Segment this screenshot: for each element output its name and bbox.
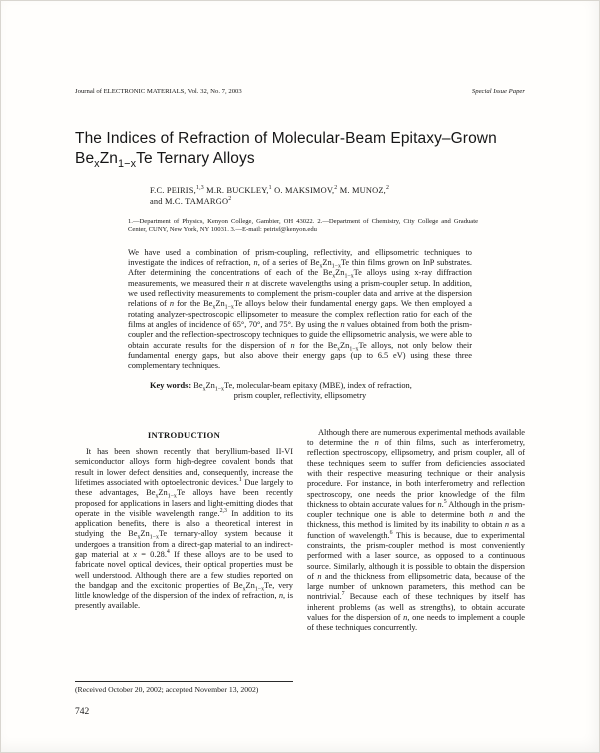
running-head	[75, 88, 525, 96]
received-note: (Received October 20, 2002; accepted November 13, 2002)	[75, 684, 259, 694]
keywords-line-2: prism coupler, reflectivity, ellipsometry	[233, 391, 367, 401]
special-issue-label: Special Issue Paper	[471, 88, 525, 95]
right-column	[307, 428, 525, 694]
author-list	[150, 185, 525, 207]
two-column-body	[75, 428, 525, 694]
introduction-paragraph: It has been shown recently that beryllium-based II-VI semiconductor alloys form high-degree covalent bonds that result in lower defect densities and, consequently, increase the lifetimes associated with optoelectronic devices.$^1$ Due largely to these advantages, $Be_xZn_{1-x}Te$ alloys have been recently proposed for applications in lasers and light-emitting diodes that operate in the visible wavelength range.$^{2,3}$ In addition to its application benefits, there is also a theoretical interest in studying the $Be_xZn_{1-x}Te$ ternary-alloy system because it undergoes a transition from a direct-gap material to an indirect-gap material at x = 0.28.$^4$ If these alloys are to be used to fabricate novel optical devices, their optical properties must be well understood. Although there are a few studies reported on the bandgap and the excitonic properties of $Be_xZn_{1-x}Te$, very little knowledge of the dispersion of the index of refraction, n, is presently available.	[75, 447, 294, 611]
received-footnote	[75, 681, 293, 694]
authors-line-2: and M.C. TAMARGO$^2$	[150, 196, 232, 206]
affiliations-text: 1.—Department of Physics, Kenyon College, Gambier, OH 43022. 2.—Department of Chemistry, City College and Graduate Center, CUNY, New York, NY 10031. 3.—E-mail: peirisf@kenyon.edu	[128, 218, 478, 234]
keywords-label: Key words:	[150, 380, 192, 390]
keywords-block	[128, 381, 472, 402]
paper-title: The Indices of Refraction of Molecular-Beam Epitaxy–Grown $Be_xZn_{1-x}Te$ Ternary Alloys	[75, 130, 497, 170]
page-number: 742	[75, 706, 90, 717]
keywords-text: $Be_xZn_{1-x}Te$, molecular-beam epitaxy (MBE), index of refraction,	[193, 380, 412, 393]
keywords-line-1	[128, 381, 472, 392]
abstract-text: We have used a combination of prism-coupling, reflectivity, and ellipsometric techniques to investigate the indices of refraction, n, of a series of $Be_xZn_{1-x}Te$ thin films grown on InP substrates. After determining the concentrations of each of the $Be_xZn_{1-x}Te$ alloys using x-ray diffraction measurements, we measured their n at discrete wavelengths using a prism-coupler setup. In addition, we used reflectivity measurements to complement the prism-coupler data and arrive at the dispersion relations of n for the $Be_xZn_{1-x}Te$ alloys below their fundamental energy gaps. We then employed a rotating analyzer-spectroscopic ellipsometer to measure the complex reflection ratio for each of the films at angles of incidence of 65°, 70°, and 75°. By using the n values obtained from both the prism-coupler and the reflection-spectroscopy techniques to guide the ellipsometric analysis, we were able to obtain accurate results for the dispersion of n for the $Be_xZn_{1-x}Te$ alloys, not only below their fundamental energy gaps, but also above their energy gaps (up to 6.5 eV) using these three complementary techniques.	[128, 247, 472, 371]
authors-line-1: F.C. PEIRIS,$^{1,3}$ M.R. BUCKLEY,$^1$ O. MAKSIMOV,$^2$ M. MUNOZ,$^2$	[150, 185, 390, 195]
left-column	[75, 428, 293, 694]
introduction-heading: INTRODUCTION	[147, 429, 221, 440]
journal-header-text: Journal of ELECTRONIC MATERIALS, Vol. 32, No. 7, 2003	[75, 88, 242, 95]
right-column-paragraph: Although there are numerous experimental methods available to determine the n of thin films, such as interferometry, reflection spectroscopy, ellipsometry, and prism coupler, all of these techniques seem to suffer from deficiencies associated with their respective measuring technique or their analysis procedure. For instance, in both interferometry and reflection spectroscopy, one needs the prior knowledge of the film thickness to obtain accurate values for n.$^5$ Although in the prism-coupler technique one is able to determine both n and the thickness, this method is limited by its inability to obtain n as a function of wavelength.$^6$ This is because, due to experimental constraints, the prism-coupler method is most conveniently performed with a laser source, as opposed to a continuous source. Similarly, although it is possible to obtain the dispersion of n and the thickness from ellipsometric data, because of the large number of unknown parameters, this method can be nontrivial.$^7$ Because each of these techniques by itself has inherent problems (as well as strengths), to obtain accurate values for the dispersion of n, one needs to implement a couple of these techniques concurrently.	[307, 427, 526, 633]
